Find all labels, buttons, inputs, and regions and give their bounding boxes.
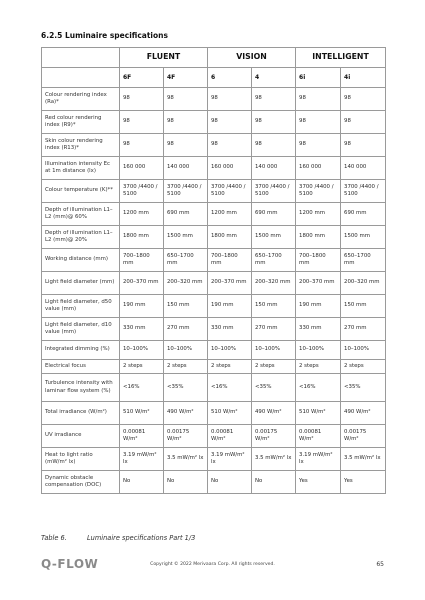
spec-value: 3700 /4400 / 5100 xyxy=(252,180,296,203)
spec-row xyxy=(42,226,386,249)
spec-value: 140 000 xyxy=(252,157,296,180)
spec-value: No xyxy=(120,471,164,494)
spec-value: 98 xyxy=(208,88,252,111)
spec-row xyxy=(42,249,386,272)
spec-label: Light field diameter (mm) xyxy=(42,272,120,295)
spec-label: Colour rendering index (Ra)* xyxy=(42,88,120,111)
spec-value: Yes xyxy=(341,471,386,494)
group-header-intelligent: INTELLIGENT xyxy=(296,48,386,68)
spec-value: 690 mm xyxy=(252,203,296,226)
caption-number: Table 6. xyxy=(41,534,67,542)
spec-value: 98 xyxy=(120,134,164,157)
spec-value: 10–100% xyxy=(341,341,386,360)
spec-value: 3.19 mW/m² lx xyxy=(296,448,341,471)
spec-value: 700–1800 mm xyxy=(120,249,164,272)
spec-value: 270 mm xyxy=(341,318,386,341)
spec-value: 160 000 xyxy=(296,157,341,180)
spec-value: <35% xyxy=(252,374,296,402)
spec-value: 330 mm xyxy=(296,318,341,341)
spec-value: 270 mm xyxy=(252,318,296,341)
spec-row xyxy=(42,88,386,111)
spec-value: 98 xyxy=(208,111,252,134)
spec-value: 1500 mm xyxy=(164,226,208,249)
spec-value: 3.5 mW/m² lx xyxy=(252,448,296,471)
spec-value: 3.19 mW/m² lx xyxy=(120,448,164,471)
spec-value: 98 xyxy=(341,134,386,157)
spec-label: UV irradiance xyxy=(42,425,120,448)
spec-table xyxy=(41,47,386,494)
spec-row xyxy=(42,134,386,157)
spec-value: 1200 mm xyxy=(296,203,341,226)
spec-value: 10–100% xyxy=(120,341,164,360)
spec-value: 490 W/m² xyxy=(164,402,208,425)
spec-label: Electrical focus xyxy=(42,360,120,374)
spec-value: 200–320 mm xyxy=(164,272,208,295)
spec-value: 1500 mm xyxy=(341,226,386,249)
spec-row xyxy=(42,203,386,226)
spec-label: Dynamic obstacle compensation (DOC) xyxy=(42,471,120,494)
spec-value: 490 W/m² xyxy=(341,402,386,425)
spec-value: 490 W/m² xyxy=(252,402,296,425)
spec-value: 3700 /4400 / 5100 xyxy=(164,180,208,203)
spec-value: 10–100% xyxy=(164,341,208,360)
spec-value: 1800 mm xyxy=(296,226,341,249)
group-header-vision: VISION xyxy=(208,48,296,68)
spec-value: 1200 mm xyxy=(208,203,252,226)
spec-value: 98 xyxy=(120,111,164,134)
spec-value: 200–320 mm xyxy=(341,272,386,295)
model-header: 6F xyxy=(120,68,164,88)
spec-value: 98 xyxy=(296,134,341,157)
spec-value: No xyxy=(252,471,296,494)
spec-value: 1500 mm xyxy=(252,226,296,249)
spec-value: 10–100% xyxy=(296,341,341,360)
spec-value: 140 000 xyxy=(341,157,386,180)
spec-row xyxy=(42,360,386,374)
spec-label: Colour temperature (K)** xyxy=(42,180,120,203)
spec-value: Yes xyxy=(296,471,341,494)
spec-label: Integrated dimming (%) xyxy=(42,341,120,360)
spec-value: 150 mm xyxy=(164,295,208,318)
spec-label: Light field diameter, d10 value (mm) xyxy=(42,318,120,341)
spec-value: 2 steps xyxy=(120,360,164,374)
spec-row xyxy=(42,318,386,341)
spec-value: 190 mm xyxy=(120,295,164,318)
spec-value: 200–370 mm xyxy=(208,272,252,295)
spec-value: 98 xyxy=(296,88,341,111)
group-header-row xyxy=(42,48,386,68)
spec-value: 0.00175 W/m² xyxy=(341,425,386,448)
model-header: 6i xyxy=(296,68,341,88)
spec-value: 98 xyxy=(164,111,208,134)
spec-row xyxy=(42,425,386,448)
spec-value: 330 mm xyxy=(208,318,252,341)
spec-value: 1800 mm xyxy=(208,226,252,249)
spec-value: 10–100% xyxy=(252,341,296,360)
model-header: 4 xyxy=(252,68,296,88)
spec-row xyxy=(42,180,386,203)
spec-value: 0.00175 W/m² xyxy=(252,425,296,448)
caption-text: Luminaire specifications Part 1/3 xyxy=(87,534,196,542)
spec-value: 3700 /4400 / 5100 xyxy=(208,180,252,203)
spec-value: 510 W/m² xyxy=(120,402,164,425)
page-footer xyxy=(0,552,425,576)
spec-value: <16% xyxy=(296,374,341,402)
spec-value: 0.00081 W/m² xyxy=(296,425,341,448)
spec-value: <35% xyxy=(341,374,386,402)
model-corner-cell xyxy=(42,68,120,88)
model-header-row xyxy=(42,68,386,88)
spec-value: 2 steps xyxy=(341,360,386,374)
spec-value: 10–100% xyxy=(208,341,252,360)
spec-label: Total irradiance (W/m²) xyxy=(42,402,120,425)
copyright-text: Copyright © 2022 Merivaara Corp. All rights reserved. xyxy=(150,562,275,567)
model-header: 4i xyxy=(341,68,386,88)
spec-value: 190 mm xyxy=(296,295,341,318)
spec-value: 3700 /4400 / 5100 xyxy=(341,180,386,203)
spec-value: 270 mm xyxy=(164,318,208,341)
spec-value: 190 mm xyxy=(208,295,252,318)
spec-label: Turbulence intensity with laminar flow system (%) xyxy=(42,374,120,402)
spec-value: 700–1800 mm xyxy=(296,249,341,272)
spec-value: 160 000 xyxy=(120,157,164,180)
spec-row xyxy=(42,448,386,471)
spec-row xyxy=(42,157,386,180)
spec-value: 98 xyxy=(341,88,386,111)
spec-value: 2 steps xyxy=(252,360,296,374)
spec-value: 200–370 mm xyxy=(120,272,164,295)
spec-value: 690 mm xyxy=(164,203,208,226)
spec-value: 98 xyxy=(164,88,208,111)
spec-value: 160 000 xyxy=(208,157,252,180)
q-flow-logo: Q-FLOW xyxy=(41,557,99,571)
spec-value: 3.5 mW/m² lx xyxy=(341,448,386,471)
spec-label: Skin colour rendering index (R13)* xyxy=(42,134,120,157)
spec-value: <16% xyxy=(208,374,252,402)
page-number: 65 xyxy=(376,561,384,568)
spec-value: 510 W/m² xyxy=(296,402,341,425)
spec-value: 510 W/m² xyxy=(208,402,252,425)
spec-row xyxy=(42,272,386,295)
spec-value: No xyxy=(164,471,208,494)
corner-cell xyxy=(42,48,120,68)
table-caption xyxy=(41,534,195,542)
spec-value: 650–1700 mm xyxy=(341,249,386,272)
spec-value: 650–1700 mm xyxy=(252,249,296,272)
spec-row xyxy=(42,111,386,134)
spec-value: 0.00081 W/m² xyxy=(120,425,164,448)
spec-row xyxy=(42,374,386,402)
spec-value: 98 xyxy=(164,134,208,157)
spec-value: 2 steps xyxy=(208,360,252,374)
spec-label: Illumination intensity Ec at 1m distance (lx) xyxy=(42,157,120,180)
spec-value: 690 mm xyxy=(341,203,386,226)
spec-label: Light field diameter, d50 value (mm) xyxy=(42,295,120,318)
spec-value: 0.00081 W/m² xyxy=(208,425,252,448)
spec-value: 1800 mm xyxy=(120,226,164,249)
spec-row xyxy=(42,341,386,360)
spec-value: 2 steps xyxy=(296,360,341,374)
spec-value: 3.5 mW/m² lx xyxy=(164,448,208,471)
spec-value: 3.19 mW/m² lx xyxy=(208,448,252,471)
spec-value: 700–1800 mm xyxy=(208,249,252,272)
spec-label: Working distance (mm) xyxy=(42,249,120,272)
spec-label: Depth of illumination L1–L2 (mm)@ 20% xyxy=(42,226,120,249)
spec-row xyxy=(42,295,386,318)
spec-label: Heat to light ratio (mW/m² lx) xyxy=(42,448,120,471)
spec-value: 98 xyxy=(208,134,252,157)
spec-value: 0.00175 W/m² xyxy=(164,425,208,448)
group-header-fluent: FLUENT xyxy=(120,48,208,68)
spec-value: 98 xyxy=(296,111,341,134)
spec-value: 200–320 mm xyxy=(252,272,296,295)
spec-value: 98 xyxy=(252,134,296,157)
spec-value: 98 xyxy=(252,88,296,111)
spec-value: 3700 /4400 / 5100 xyxy=(120,180,164,203)
spec-value: 98 xyxy=(120,88,164,111)
spec-value: 3700 /4400 / 5100 xyxy=(296,180,341,203)
spec-value: <35% xyxy=(164,374,208,402)
spec-value: 98 xyxy=(341,111,386,134)
spec-value: 2 steps xyxy=(164,360,208,374)
spec-row xyxy=(42,402,386,425)
spec-value: 150 mm xyxy=(252,295,296,318)
model-header: 6 xyxy=(208,68,252,88)
section-title: 6.2.5 Luminaire specifications xyxy=(41,31,168,40)
spec-value: 330 mm xyxy=(120,318,164,341)
spec-value: 200–370 mm xyxy=(296,272,341,295)
spec-value: 650–1700 mm xyxy=(164,249,208,272)
spec-value: No xyxy=(208,471,252,494)
spec-label: Depth of illumination L1–L2 (mm)@ 60% xyxy=(42,203,120,226)
spec-value: 150 mm xyxy=(341,295,386,318)
spec-value: 1200 mm xyxy=(120,203,164,226)
spec-value: 98 xyxy=(252,111,296,134)
spec-value: 140 000 xyxy=(164,157,208,180)
spec-row xyxy=(42,471,386,494)
spec-value: <16% xyxy=(120,374,164,402)
spec-label: Red colour rendering index (R9)* xyxy=(42,111,120,134)
model-header: 4F xyxy=(164,68,208,88)
